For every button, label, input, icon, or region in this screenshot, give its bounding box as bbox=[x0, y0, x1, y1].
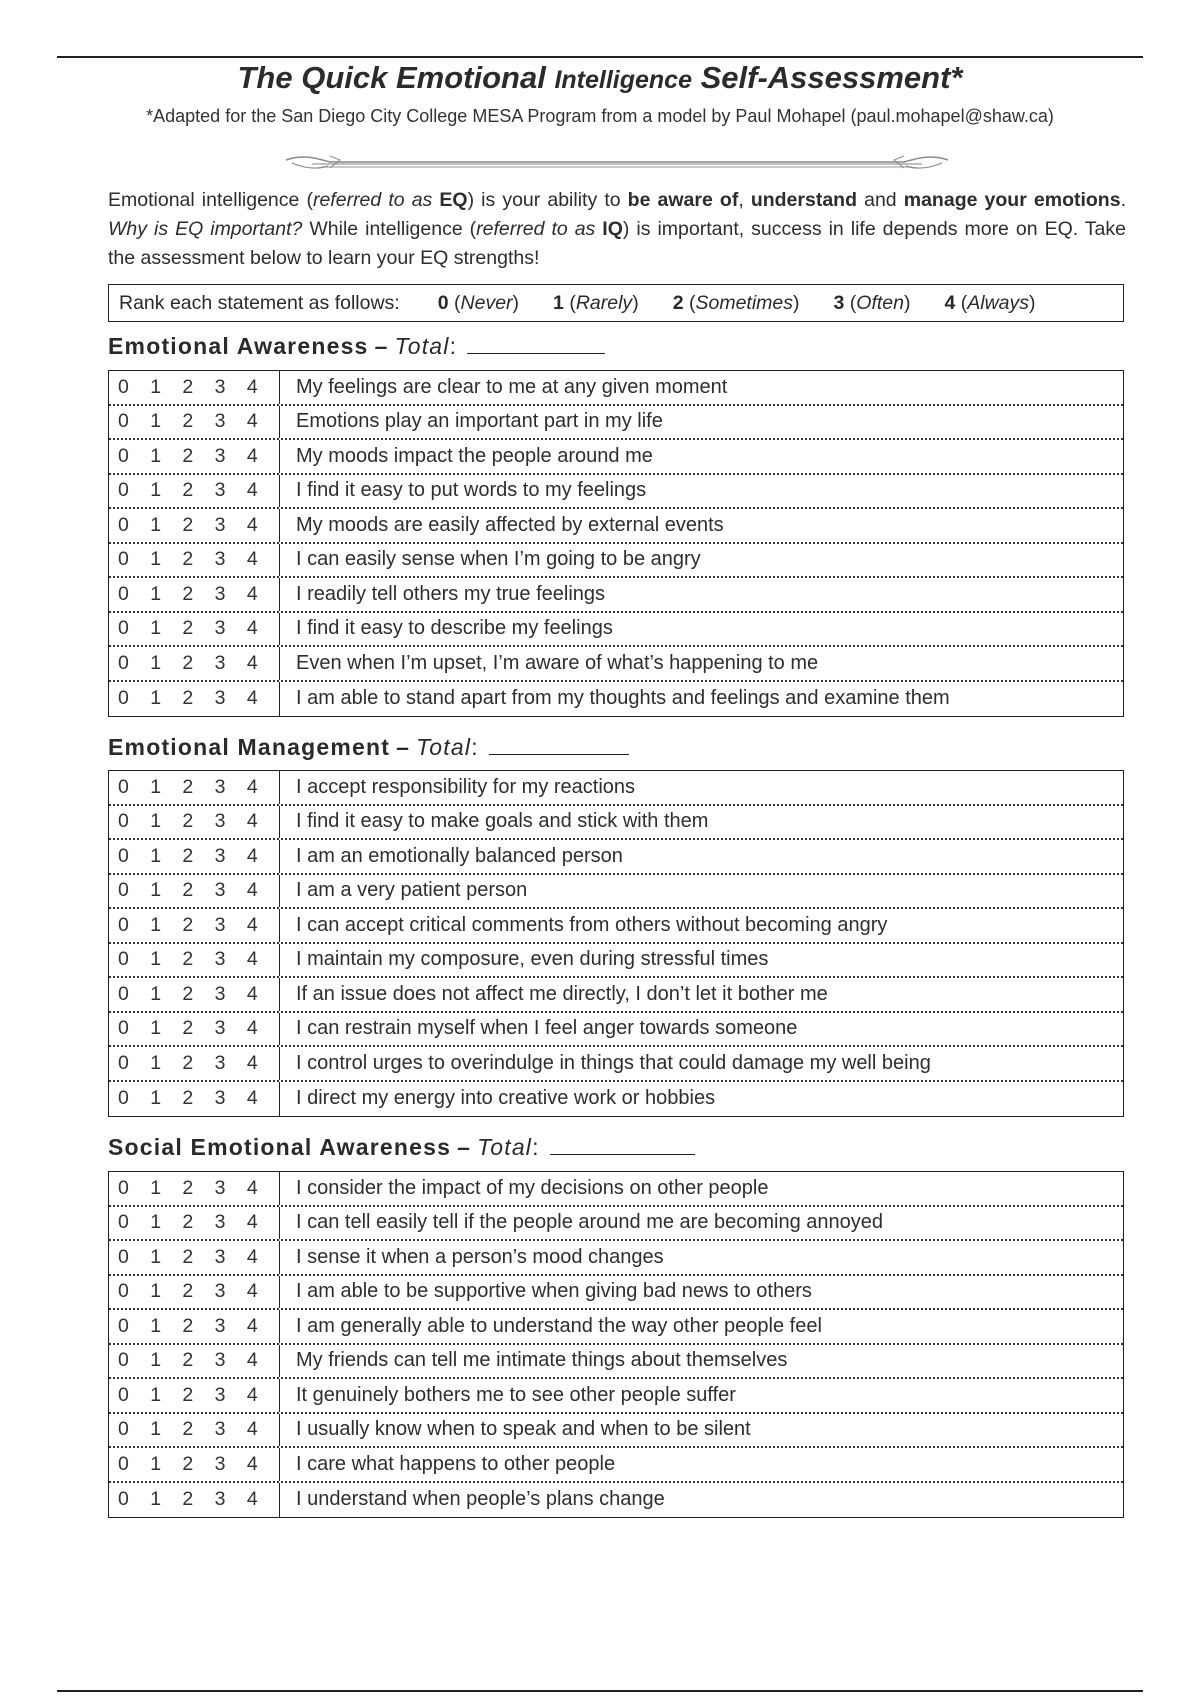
rating-option-0[interactable]: 0 bbox=[118, 410, 129, 433]
statement-text: I can easily sense when I’m going to be angry bbox=[296, 548, 701, 571]
rating-option-4[interactable]: 4 bbox=[246, 1418, 258, 1441]
rating-scale bbox=[109, 909, 280, 942]
rating-option-3[interactable]: 3 bbox=[214, 1051, 226, 1074]
rating-option-0[interactable]: 0 bbox=[118, 548, 129, 571]
rating-option-4[interactable]: 4 bbox=[246, 1280, 258, 1303]
rating-option-2[interactable]: 2 bbox=[182, 1051, 194, 1074]
rating-option-1[interactable]: 1 bbox=[150, 1418, 162, 1441]
rating-scale bbox=[109, 544, 280, 577]
rating-option-1[interactable]: 1 bbox=[150, 1051, 162, 1074]
statement-text: I control urges to overindulge in things that could damage my well being bbox=[296, 1051, 931, 1074]
rating-option-3[interactable]: 3 bbox=[214, 982, 226, 1005]
rating-option-3[interactable]: 3 bbox=[214, 1087, 226, 1110]
rating-option-2[interactable]: 2 bbox=[182, 410, 194, 433]
rating-scale bbox=[109, 1483, 280, 1518]
rating-scale bbox=[109, 509, 280, 542]
rating-option-4[interactable]: 4 bbox=[246, 775, 258, 798]
rating-scale bbox=[109, 1345, 280, 1378]
rating-option-0[interactable]: 0 bbox=[118, 1418, 129, 1441]
statement-text: I usually know when to speak and when to be silent bbox=[296, 1418, 751, 1441]
statement-text: I am able to be supportive when giving bad news to others bbox=[296, 1280, 812, 1303]
rating-option-1[interactable]: 1 bbox=[150, 582, 162, 605]
rating-option-0[interactable]: 0 bbox=[118, 1176, 129, 1199]
question-table bbox=[108, 1171, 1124, 1518]
rating-option-1[interactable]: 1 bbox=[150, 1383, 162, 1406]
rating-option-0[interactable]: 0 bbox=[118, 810, 129, 833]
title-part-3: Self-Assessment* bbox=[691, 60, 963, 95]
rating-option-4[interactable]: 4 bbox=[246, 1211, 258, 1234]
title-part-1: The Quick Emotional bbox=[237, 60, 555, 95]
section-title: Emotional Awareness bbox=[108, 333, 369, 359]
total-label: Total bbox=[394, 333, 450, 359]
rating-scale bbox=[109, 1414, 280, 1447]
rating-option-4[interactable]: 4 bbox=[246, 444, 258, 467]
rating-scale bbox=[109, 682, 280, 717]
table-row bbox=[109, 578, 1123, 613]
rating-option-2[interactable]: 2 bbox=[182, 444, 194, 467]
rating-option-0[interactable]: 0 bbox=[118, 1245, 129, 1268]
rating-scale bbox=[109, 1241, 280, 1274]
rating-option-2[interactable]: 2 bbox=[182, 1176, 194, 1199]
rating-option-0[interactable]: 0 bbox=[118, 582, 129, 605]
statement-text: My moods are easily affected by external events bbox=[296, 513, 724, 536]
table-row bbox=[109, 1207, 1123, 1242]
table-row bbox=[109, 1448, 1123, 1483]
rating-option-3[interactable]: 3 bbox=[214, 1383, 226, 1406]
rank-legend-box bbox=[108, 284, 1124, 322]
rating-option-3[interactable]: 3 bbox=[214, 513, 226, 536]
table-row bbox=[109, 475, 1123, 510]
rating-option-3[interactable]: 3 bbox=[214, 1211, 226, 1234]
rating-option-2[interactable]: 2 bbox=[182, 1349, 194, 1372]
rating-option-0[interactable]: 0 bbox=[118, 1017, 129, 1040]
rating-option-4[interactable]: 4 bbox=[246, 1245, 258, 1268]
rating-option-2[interactable]: 2 bbox=[182, 651, 194, 674]
statement-text: I find it easy to describe my feelings bbox=[296, 617, 613, 640]
statement-text: My friends can tell me intimate things about themselves bbox=[296, 1349, 788, 1372]
total-label: Total bbox=[416, 734, 472, 760]
rating-scale bbox=[109, 1276, 280, 1309]
rating-option-0[interactable]: 0 bbox=[118, 775, 129, 798]
rating-option-2[interactable]: 2 bbox=[182, 375, 194, 398]
statement-text: My feelings are clear to me at any given moment bbox=[296, 375, 728, 398]
rating-scale bbox=[109, 1310, 280, 1343]
rating-option-4[interactable]: 4 bbox=[246, 1349, 258, 1372]
rank-scale-2: 2 (Sometimes) bbox=[672, 291, 800, 314]
rating-scale bbox=[109, 1082, 280, 1117]
page-title bbox=[0, 60, 1200, 96]
total-blank[interactable] bbox=[489, 736, 629, 755]
rating-option-4[interactable]: 4 bbox=[246, 879, 258, 902]
rating-option-2[interactable]: 2 bbox=[182, 1211, 194, 1234]
rating-option-2[interactable]: 2 bbox=[182, 775, 194, 798]
rating-scale bbox=[109, 771, 280, 804]
bottom-rule bbox=[57, 1690, 1143, 1692]
rating-option-2[interactable]: 2 bbox=[182, 982, 194, 1005]
statement-text: I care what happens to other people bbox=[296, 1452, 616, 1475]
rating-option-4[interactable]: 4 bbox=[246, 582, 258, 605]
rating-option-2[interactable]: 2 bbox=[182, 810, 194, 833]
rating-option-1[interactable]: 1 bbox=[150, 1017, 162, 1040]
rating-scale bbox=[109, 1172, 280, 1205]
rating-option-3[interactable]: 3 bbox=[214, 582, 226, 605]
rating-scale bbox=[109, 406, 280, 439]
table-row bbox=[109, 544, 1123, 579]
table-row bbox=[109, 1483, 1123, 1518]
statement-text: I am able to stand apart from my thoughts and feelings and examine them bbox=[296, 687, 950, 710]
rating-option-2[interactable]: 2 bbox=[182, 548, 194, 571]
section-heading: Social Emotional Awareness – Total: bbox=[108, 1134, 695, 1161]
statement-text: My moods impact the people around me bbox=[296, 444, 653, 467]
rating-option-0[interactable]: 0 bbox=[118, 1383, 129, 1406]
rating-option-4[interactable]: 4 bbox=[246, 1176, 258, 1199]
rating-option-0[interactable]: 0 bbox=[118, 1211, 129, 1234]
table-row bbox=[109, 1414, 1123, 1449]
rating-scale bbox=[109, 1207, 280, 1240]
rating-option-0[interactable]: 0 bbox=[118, 687, 129, 710]
rating-scale bbox=[109, 647, 280, 680]
rating-scale bbox=[109, 475, 280, 508]
table-row bbox=[109, 1379, 1123, 1414]
top-rule bbox=[57, 56, 1143, 58]
rating-option-3[interactable]: 3 bbox=[214, 1452, 226, 1475]
rating-option-3[interactable]: 3 bbox=[214, 1245, 226, 1268]
rating-option-1[interactable]: 1 bbox=[150, 1176, 162, 1199]
rating-option-0[interactable]: 0 bbox=[118, 1314, 129, 1337]
rank-legend-label: Rank each statement as follows: bbox=[119, 291, 400, 314]
rating-scale bbox=[109, 440, 280, 473]
rating-scale bbox=[109, 578, 280, 611]
rating-option-2[interactable]: 2 bbox=[182, 513, 194, 536]
intro-paragraph: Emotional intelligence (referred to as EQ) is your ability to be aware of, understand and manage your emotions. Why is EQ important? While intelligence (referred to as IQ) is important, success in life depends more on EQ. Take the assessment below to learn your EQ strengths! bbox=[108, 189, 1126, 269]
table-row bbox=[109, 840, 1123, 875]
statement-text: I can restrain myself when I feel anger towards someone bbox=[296, 1017, 798, 1040]
table-row bbox=[109, 771, 1123, 806]
table-row bbox=[109, 682, 1123, 717]
rating-option-1[interactable]: 1 bbox=[150, 775, 162, 798]
rating-option-2[interactable]: 2 bbox=[182, 1383, 194, 1406]
rating-option-1[interactable]: 1 bbox=[150, 617, 162, 640]
rating-option-1[interactable]: 1 bbox=[150, 879, 162, 902]
rating-option-0[interactable]: 0 bbox=[118, 617, 129, 640]
rating-option-3[interactable]: 3 bbox=[214, 1176, 226, 1199]
rating-option-2[interactable]: 2 bbox=[182, 1314, 194, 1337]
rating-option-1[interactable]: 1 bbox=[150, 548, 162, 571]
rating-option-3[interactable]: 3 bbox=[214, 1017, 226, 1040]
rating-option-1[interactable]: 1 bbox=[150, 1087, 162, 1110]
rating-option-4[interactable]: 4 bbox=[246, 617, 258, 640]
rating-option-0[interactable]: 0 bbox=[118, 479, 129, 502]
table-row bbox=[109, 909, 1123, 944]
rating-scale bbox=[109, 1013, 280, 1046]
rating-option-4[interactable]: 4 bbox=[246, 513, 258, 536]
rating-option-0[interactable]: 0 bbox=[118, 1051, 129, 1074]
rating-scale bbox=[109, 806, 280, 839]
rating-option-4[interactable]: 4 bbox=[246, 687, 258, 710]
rating-option-0[interactable]: 0 bbox=[118, 513, 129, 536]
rating-option-4[interactable]: 4 bbox=[246, 479, 258, 502]
rating-option-0[interactable]: 0 bbox=[118, 913, 129, 936]
table-row bbox=[109, 371, 1123, 406]
statement-text: I maintain my composure, even during stressful times bbox=[296, 948, 769, 971]
rating-option-3[interactable]: 3 bbox=[214, 375, 226, 398]
rating-option-3[interactable]: 3 bbox=[214, 687, 226, 710]
rating-option-3[interactable]: 3 bbox=[214, 913, 226, 936]
rating-option-1[interactable]: 1 bbox=[150, 982, 162, 1005]
rating-option-1[interactable]: 1 bbox=[150, 1280, 162, 1303]
table-row bbox=[109, 406, 1123, 441]
rating-scale bbox=[109, 944, 280, 977]
rating-option-4[interactable]: 4 bbox=[246, 1383, 258, 1406]
rating-option-4[interactable]: 4 bbox=[246, 548, 258, 571]
table-row bbox=[109, 1276, 1123, 1311]
rating-option-3[interactable]: 3 bbox=[214, 1488, 226, 1511]
rating-option-1[interactable]: 1 bbox=[150, 410, 162, 433]
rating-option-2[interactable]: 2 bbox=[182, 1418, 194, 1441]
rating-option-0[interactable]: 0 bbox=[118, 948, 129, 971]
statement-text: I find it easy to make goals and stick with them bbox=[296, 810, 709, 833]
section-heading: Emotional Awareness – Total: bbox=[108, 333, 605, 360]
table-row bbox=[109, 978, 1123, 1013]
statement-text: I can accept critical comments from others without becoming angry bbox=[296, 913, 888, 936]
rating-option-4[interactable]: 4 bbox=[246, 1017, 258, 1040]
statement-text: I am generally able to understand the way other people feel bbox=[296, 1314, 822, 1337]
table-row bbox=[109, 1310, 1123, 1345]
rating-option-3[interactable]: 3 bbox=[214, 548, 226, 571]
rating-option-0[interactable]: 0 bbox=[118, 982, 129, 1005]
rating-option-3[interactable]: 3 bbox=[214, 844, 226, 867]
rating-option-1[interactable]: 1 bbox=[150, 844, 162, 867]
rating-option-0[interactable]: 0 bbox=[118, 375, 129, 398]
table-row bbox=[109, 875, 1123, 910]
rating-option-2[interactable]: 2 bbox=[182, 1017, 194, 1040]
question-table bbox=[108, 770, 1124, 1117]
rating-option-1[interactable]: 1 bbox=[150, 479, 162, 502]
rating-option-0[interactable]: 0 bbox=[118, 1349, 129, 1372]
rating-option-2[interactable]: 2 bbox=[182, 617, 194, 640]
rank-scale-0: 0 (Never) bbox=[437, 291, 520, 314]
table-row bbox=[109, 440, 1123, 475]
rating-option-4[interactable]: 4 bbox=[246, 651, 258, 674]
rating-option-2[interactable]: 2 bbox=[182, 582, 194, 605]
rating-option-2[interactable]: 2 bbox=[182, 1452, 194, 1475]
rating-option-0[interactable]: 0 bbox=[118, 879, 129, 902]
rating-option-1[interactable]: 1 bbox=[150, 1452, 162, 1475]
statement-text: I am an emotionally balanced person bbox=[296, 844, 623, 867]
statement-text: I can tell easily tell if the people around me are becoming annoyed bbox=[296, 1211, 884, 1234]
statement-text: It genuinely bothers me to see other people suffer bbox=[296, 1383, 736, 1406]
rating-scale bbox=[109, 613, 280, 646]
rating-option-2[interactable]: 2 bbox=[182, 844, 194, 867]
table-row bbox=[109, 1082, 1123, 1117]
rating-option-1[interactable]: 1 bbox=[150, 375, 162, 398]
rating-scale bbox=[109, 875, 280, 908]
rating-option-3[interactable]: 3 bbox=[214, 617, 226, 640]
statement-text: I am a very patient person bbox=[296, 879, 528, 902]
rank-scale-4: 4 (Always) bbox=[944, 291, 1036, 314]
rating-option-4[interactable]: 4 bbox=[246, 1087, 258, 1110]
table-row bbox=[109, 1241, 1123, 1276]
rating-option-1[interactable]: 1 bbox=[150, 1314, 162, 1337]
rating-option-2[interactable]: 2 bbox=[182, 1488, 194, 1511]
rating-option-2[interactable]: 2 bbox=[182, 948, 194, 971]
rating-option-3[interactable]: 3 bbox=[214, 444, 226, 467]
rating-option-1[interactable]: 1 bbox=[150, 913, 162, 936]
section-title: Emotional Management bbox=[108, 734, 391, 760]
rating-option-3[interactable]: 3 bbox=[214, 1349, 226, 1372]
rating-option-1[interactable]: 1 bbox=[150, 1245, 162, 1268]
table-row bbox=[109, 1345, 1123, 1380]
rating-option-4[interactable]: 4 bbox=[246, 810, 258, 833]
title-part-2: Intelligence bbox=[554, 66, 692, 94]
rating-option-1[interactable]: 1 bbox=[150, 687, 162, 710]
rank-scale-1: 1 (Rarely) bbox=[553, 291, 639, 314]
rating-option-3[interactable]: 3 bbox=[214, 775, 226, 798]
total-blank[interactable] bbox=[550, 1136, 695, 1155]
rating-option-1[interactable]: 1 bbox=[150, 948, 162, 971]
rating-option-0[interactable]: 0 bbox=[118, 1452, 129, 1475]
subtitle: *Adapted for the San Diego City College MESA Program from a model by Paul Mohapel (paul.mohapel@shaw.ca) bbox=[146, 106, 1054, 126]
rating-option-2[interactable]: 2 bbox=[182, 687, 194, 710]
rating-option-3[interactable]: 3 bbox=[214, 410, 226, 433]
rating-option-2[interactable]: 2 bbox=[182, 1245, 194, 1268]
table-row bbox=[109, 647, 1123, 682]
statement-text: I consider the impact of my decisions on other people bbox=[296, 1176, 769, 1199]
section-heading: Emotional Management – Total: bbox=[108, 734, 629, 761]
table-row bbox=[109, 1013, 1123, 1048]
rating-option-4[interactable]: 4 bbox=[246, 1452, 258, 1475]
table-row bbox=[109, 806, 1123, 841]
section-title: Social Emotional Awareness bbox=[108, 1134, 452, 1160]
rating-option-0[interactable]: 0 bbox=[118, 1488, 129, 1511]
rating-option-1[interactable]: 1 bbox=[150, 1488, 162, 1511]
rating-option-3[interactable]: 3 bbox=[214, 1280, 226, 1303]
rating-option-4[interactable]: 4 bbox=[246, 410, 258, 433]
rating-option-4[interactable]: 4 bbox=[246, 948, 258, 971]
statement-text: I accept responsibility for my reactions bbox=[296, 775, 636, 798]
table-row bbox=[109, 944, 1123, 979]
rating-option-4[interactable]: 4 bbox=[246, 982, 258, 1005]
total-label: Total bbox=[477, 1134, 533, 1160]
rating-option-1[interactable]: 1 bbox=[150, 651, 162, 674]
rating-scale bbox=[109, 840, 280, 873]
rating-option-3[interactable]: 3 bbox=[214, 948, 226, 971]
rating-scale bbox=[109, 1047, 280, 1080]
statement-text: I readily tell others my true feelings bbox=[296, 582, 606, 605]
rating-scale bbox=[109, 1448, 280, 1481]
rating-option-4[interactable]: 4 bbox=[246, 844, 258, 867]
rating-option-0[interactable]: 0 bbox=[118, 444, 129, 467]
rating-option-1[interactable]: 1 bbox=[150, 1211, 162, 1234]
rating-option-4[interactable]: 4 bbox=[246, 375, 258, 398]
total-blank[interactable] bbox=[467, 335, 605, 354]
rating-option-4[interactable]: 4 bbox=[246, 913, 258, 936]
rating-option-1[interactable]: 1 bbox=[150, 513, 162, 536]
statement-text: I find it easy to put words to my feelings bbox=[296, 479, 647, 502]
statement-text: I direct my energy into creative work or hobbies bbox=[296, 1087, 716, 1110]
rating-option-3[interactable]: 3 bbox=[214, 651, 226, 674]
rating-option-3[interactable]: 3 bbox=[214, 1418, 226, 1441]
rating-option-4[interactable]: 4 bbox=[246, 1314, 258, 1337]
statement-text: I understand when people’s plans change bbox=[296, 1488, 665, 1511]
rating-option-3[interactable]: 3 bbox=[214, 879, 226, 902]
rating-option-0[interactable]: 0 bbox=[118, 651, 129, 674]
rating-option-3[interactable]: 3 bbox=[214, 1314, 226, 1337]
table-row bbox=[109, 509, 1123, 544]
question-table bbox=[108, 370, 1124, 717]
rating-option-1[interactable]: 1 bbox=[150, 810, 162, 833]
table-row bbox=[109, 1047, 1123, 1082]
rating-scale bbox=[109, 978, 280, 1011]
rating-option-4[interactable]: 4 bbox=[246, 1051, 258, 1074]
statement-text: I sense it when a person’s mood changes bbox=[296, 1245, 664, 1268]
rating-option-3[interactable]: 3 bbox=[214, 810, 226, 833]
rating-option-2[interactable]: 2 bbox=[182, 879, 194, 902]
table-row bbox=[109, 1172, 1123, 1207]
rating-option-2[interactable]: 2 bbox=[182, 913, 194, 936]
rating-option-1[interactable]: 1 bbox=[150, 1349, 162, 1372]
rating-option-0[interactable]: 0 bbox=[118, 1280, 129, 1303]
rating-option-2[interactable]: 2 bbox=[182, 1087, 194, 1110]
rating-option-0[interactable]: 0 bbox=[118, 844, 129, 867]
ornamental-divider bbox=[282, 148, 952, 174]
rating-option-3[interactable]: 3 bbox=[214, 479, 226, 502]
rating-option-0[interactable]: 0 bbox=[118, 1087, 129, 1110]
table-row bbox=[109, 613, 1123, 648]
statement-text: Emotions play an important part in my life bbox=[296, 410, 663, 433]
rank-scale-3: 3 (Often) bbox=[833, 291, 911, 314]
rating-option-1[interactable]: 1 bbox=[150, 444, 162, 467]
rating-scale bbox=[109, 371, 280, 404]
rating-option-4[interactable]: 4 bbox=[246, 1488, 258, 1511]
rating-scale bbox=[109, 1379, 280, 1412]
statement-text: Even when I’m upset, I’m aware of what’s happening to me bbox=[296, 651, 819, 674]
rating-option-2[interactable]: 2 bbox=[182, 1280, 194, 1303]
rating-option-2[interactable]: 2 bbox=[182, 479, 194, 502]
statement-text: If an issue does not affect me directly, I don’t let it bother me bbox=[296, 982, 828, 1005]
